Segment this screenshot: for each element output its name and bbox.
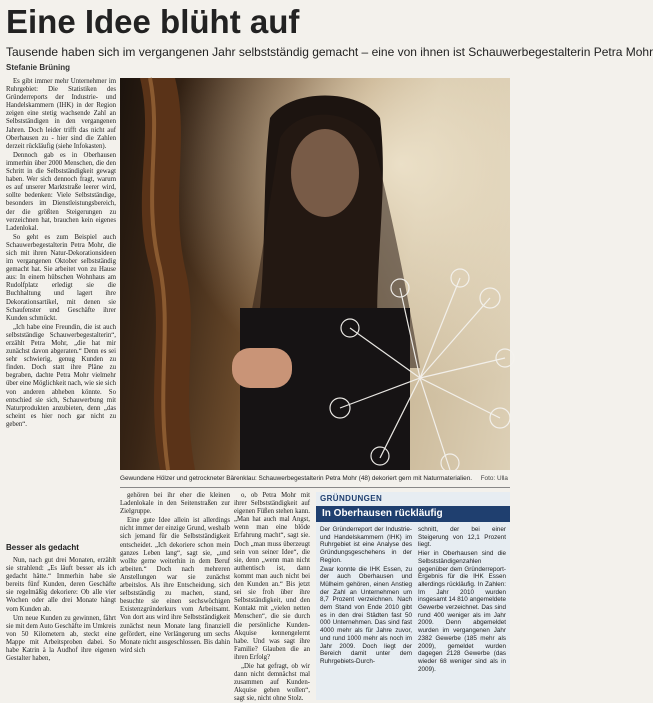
paragraph: Um neue Kunden zu gewinnen, fährt sie mit dem Auto Geschäfte im Umkreis von 50 Kilometern ab, steckt eine Mappe mit Arbeitsproben dabei. So habe Katrin à la Audhof ihre eigenen Gestalter haben, (6, 614, 116, 663)
paragraph: o, ob Petra Mohr mit ihrer Selbstständigkeit auf eigenen Füßen stehen kann. „Man hat auch mal Angst, wenn man eine blöde Erfahrung macht“, sagt sie. Doch „man muss überzeugt sein von seiner Idee“, die sie, denn „wenn man nicht authentisch ist, dann kommt man auch nicht bei den Kunden an.“ Bis jetzt sei sie froh über ihre Selbstständigkeit, und den Kontakt mit „vielen netten Menschen“, die sie durch die persönliche Kunden-Akquise kennengelernt habe. Und was sagt ihre Familie? Glauben die an ihren Erfolg? (234, 492, 310, 661)
paragraph: schnitt, der bei einer Steigerung von 12,1 Prozent liegt. (418, 526, 506, 549)
photo-credit: Foto: Ulla (480, 475, 508, 482)
info-box-title: In Oberhausen rückläufig (316, 506, 510, 522)
paragraph: „Ich habe eine Freundin, die ist auch selbstständige Schauwerbegestalterin“, erzählt Petra Mohr, „die hat mir zunächst davon abgeraten.“ Denn es sei sehr schwierig, genug Kunden zu finden. Doch statt ihre Pläne zu begraben, dachte Petra Mohr vielmehr über eine Möglichkeit nach, wie sie sich von anderen abheben könnte. So entschied sie sich, Schauwerbung mit Naturprodukten anzubieten, denn „das scheint es hier noch gar nicht zu geben“. (6, 323, 116, 428)
byline: Stefanie Brüning (6, 63, 71, 72)
photo-caption (120, 472, 510, 486)
paragraph: Eine gute Idee allein ist allerdings nicht immer der einzige Grund, weshalb sich jemand für die Selbstständigkeit entscheidet. „Ich dekoriere schon mein ganzes Leben lang“, sagt sie, „und wollte gerne weiterhin in dem Beruf arbeiten.“ Doch nach mehreren Anstellungen war sie zunächst arbeitslos. Als ihre Entscheidung, sich selbstständig zu machen, stand, besuchte sie einen sechswöchigen Existenzgründerkurs vom Arbeitsamt. Von dort aus wird ihre Selbstständigkeit zunächst neun Monate lang finanziell gefördert, eine Verlängerung um sechs Monate nicht ausgeschlossen. Bis dahin wird sich (120, 517, 230, 654)
article-column-3 (234, 492, 310, 703)
headline: Eine Idee blüht auf (6, 3, 300, 40)
paragraph: „Die hat gefragt, ob wir dann nicht demnächst mal zusammen auf Kunden-Akquise gehen wollen“, sagt sie, nicht ohne Stolz. (234, 662, 310, 703)
paragraph: Nun, nach gut drei Monaten, erzählt sie strahlend: „Es läuft besser als ich gedacht hätte.“ Immerhin habe sie bereits fünf Kunden, deren Geschäfte sie regelmäßig dekoriere: Ob alle vier Wochen oder alle drei Monate hängt vom Kunden ab. (6, 557, 116, 613)
subheading: Besser als gedacht (6, 543, 79, 552)
article-column-1-continued (6, 557, 116, 697)
info-box-column-right (418, 526, 506, 698)
paragraph: Der Gründerreport der Industrie- und Handelskammern (IHK) im Ruhrgebiet ist eine Analyse des Gründungsgeschehens in der Region. (320, 526, 412, 564)
info-box-kicker: GRÜNDUNGEN (320, 494, 383, 503)
caption-text: Gewundene Hölzer und getrockneter Bärenklau: Schauwerbegestalterin Petra Mohr (48) dekoriert gern mit Naturmaterialien. (120, 475, 473, 482)
paragraph: Es gibt immer mehr Unternehmer im Ruhrgebiet: Die Statistiken des Gründerreports der Industrie- und Handelskammern (IHK) in der Region zeigen eine stetig wachsende Zahl an Selbstständigen in den vergangenen Jahren. Doch leider trifft das nicht auf Oberhausen zu - hier sind die Zahlen derzeit rückläufig (siehe Infokasten). (6, 78, 116, 150)
divider (120, 487, 510, 488)
paragraph: So geht es zum Beispiel auch Schauwerbegestalterin Petra Mohr, die sich mit ihren Natur-Dekorationsideen im vergangenen Oktober selbstständig gemacht hat. Sie arbeitet von zu Hause aus: In einem hübschen Wohnhaus am Rudolfplatz erledigt sie die Buchhaltung und lagert ihre Dekorationsartikel, mit denen sie Schaufenster und Geschäfte ihrer Kunden schmückt. (6, 233, 116, 322)
photo-illustration (120, 78, 510, 470)
paragraph: gehören bei ihr eher die kleinen Ladenlokale in den Seitenstraßen zur Zielgruppe. (120, 492, 230, 516)
info-box-column-left (320, 526, 412, 698)
article-column-1 (6, 78, 116, 543)
info-box (316, 492, 510, 700)
paragraph: Zwar konnte die IHK Essen, zu der auch Oberhausen und Mülheim gehören, einen Anstieg der Zahl an Unternehmen um 8,7 Prozent verzeichnen. Nach dem Stand von Ende 2010 gibt es in den drei Städten fast 50 000 Unternehmen. Das sind fast 4000 mehr als für Jahre zuvor, und rund 1000 mehr als noch im Jahr 2009. Doch liegt der Bereich damit unter dem Ruhrgebiets-Durch- (320, 565, 412, 665)
paragraph: Hier in Oberhausen sind die Selbstständigenzahlen gegenüber dem Gründerreport-Ergebnis für die IHK Essen allerdings rückläufig. In Zahlen: Im Jahr 2010 wurden insgesamt 14 810 angemeldete Gewerbe verzeichnet. Das sind rund 400 weniger als im Jahr 2009. Denn abgemeldet wurden im vergangenen Jahr 2382 Gewerbe (185 mehr als 2009), gemeldet wurden dagegen 2128 Gewerbe (das wieder 68 weniger sind als in 2009). (418, 550, 506, 673)
paragraph: Dennoch gab es in Oberhausen immerhin über 2000 Menschen, die den Schritt in die Selbstständigkeit gewagt haben. Wer sich dennoch fragt, warum es auf unserer Marktstraße leerer wird, sollte bedenken: Viele Selbstständige, besonders im Dienstleistungsbereich, der die größten Steigerungen zu verzeichnen hat, brauchen kein eigenes Ladenlokal. (6, 151, 116, 232)
subtitle: Tausende haben sich im vergangenen Jahr selbstständig gemacht – eine von ihnen ist Schauwerbegestalterin Petra Mohr (6, 45, 653, 59)
photo (120, 78, 510, 470)
article-column-2 (120, 492, 230, 697)
